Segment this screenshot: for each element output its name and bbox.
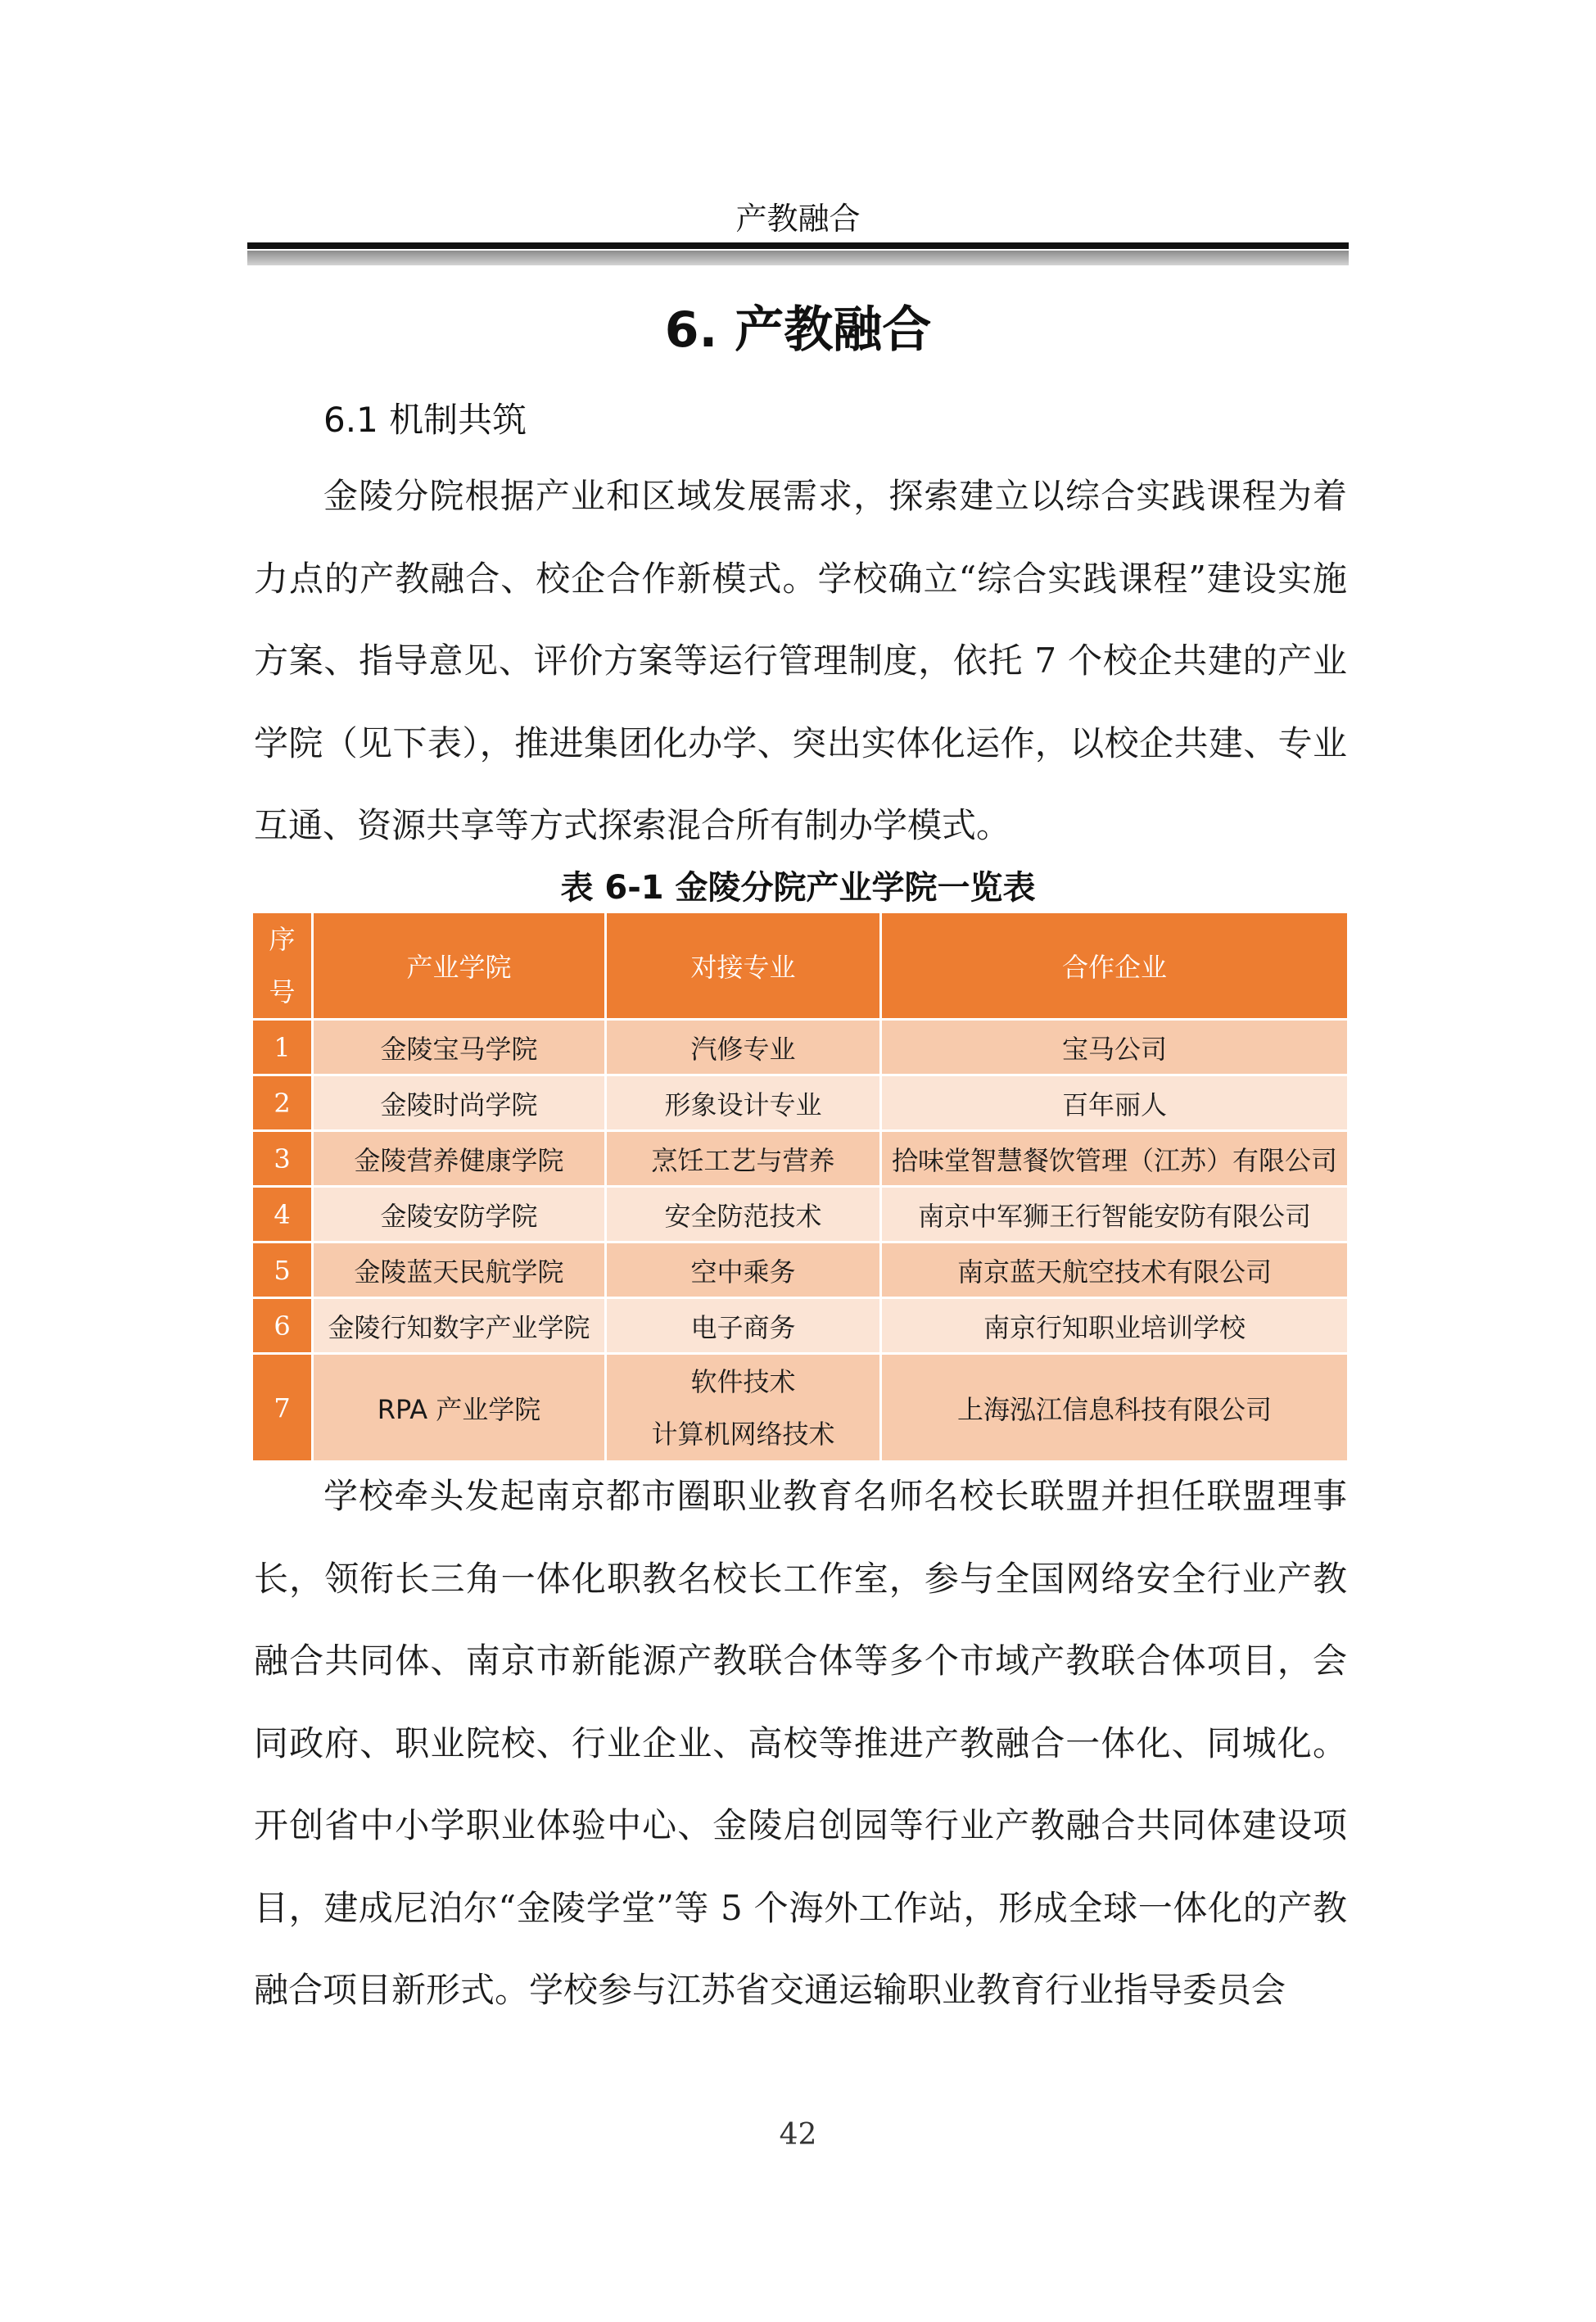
row-partner: 南京蓝天航空技术有限公司 [881, 1242, 1349, 1298]
running-header: 产教融合 [735, 201, 861, 237]
row-num: 6 [252, 1298, 313, 1354]
table-row [252, 1242, 1349, 1298]
row-college: 金陵安防学院 [313, 1187, 606, 1242]
row-major: 电子商务 [606, 1298, 881, 1354]
row-major [606, 1354, 881, 1462]
table-row [252, 1020, 1349, 1075]
row-major-line: 计算机网络技术 [651, 1418, 835, 1450]
row-college: RPA 产业学院 [313, 1354, 606, 1462]
header-num-bottom: 号 [269, 976, 296, 1007]
body-paragraph-1: 金陵分院根据产业和区域发展需求，探索建立以综合实践课程为着力点的产教融合、校企合作新模式。学校确立“综合实践课程”建设实施方案、指导意见、评价方案等运行管理制度，依托 7 个校企共建的产业学院（见下表），推进集团化办学、突出实体化运作，以校企共建、专业互通、资源共享等方式探索混合所有制办学模式。 [254, 476, 1347, 845]
header-major: 对接专业 [606, 912, 881, 1020]
table-row [252, 1131, 1349, 1187]
row-college: 金陵宝马学院 [313, 1020, 606, 1075]
header-rule-shadow [247, 251, 1349, 265]
table-row [252, 1354, 1349, 1462]
chapter-title: 6. 产教融合 [664, 301, 932, 359]
row-major: 汽修专业 [606, 1020, 881, 1075]
header-rule [247, 242, 1349, 249]
row-college: 金陵蓝天民航学院 [313, 1242, 606, 1298]
row-num: 4 [252, 1187, 313, 1242]
header-partner: 合作企业 [881, 912, 1349, 1020]
row-major: 烹饪工艺与营养 [606, 1131, 881, 1187]
row-major-line: 软件技术 [690, 1365, 796, 1397]
body-paragraph-2: 学校牵头发起南京都市圈职业教育名师名校长联盟并担任联盟理事长，领衔长三角一体化职教名校长工作室，参与全国网络安全行业产教融合共同体、南京市新能源产教联合体等多个市域产教联合体项目，会同政府、职业院校、行业企业、高校等推进产教融合一体化、同城化。开创省中小学职业体验中心、金陵启创园等行业产教融合共同体建设项目，建成尼泊尔“金陵学堂”等 5 个海外工作站，形成全球一体化的产教融合项目新形式。学校参与江苏省交通运输职业教育行业指导委员会 [254, 1476, 1347, 2010]
header-college: 产业学院 [313, 912, 606, 1020]
row-partner: 上海泓江信息科技有限公司 [881, 1354, 1349, 1462]
table-row [252, 1187, 1349, 1242]
row-partner: 百年丽人 [881, 1075, 1349, 1131]
row-major: 安全防范技术 [606, 1187, 881, 1242]
header-num [252, 912, 313, 1020]
row-college: 金陵时尚学院 [313, 1075, 606, 1131]
row-partner: 南京中军狮王行智能安防有限公司 [881, 1187, 1349, 1242]
row-num: 3 [252, 1131, 313, 1187]
table-header-row [252, 912, 1349, 1020]
table-row [252, 1075, 1349, 1131]
row-major: 空中乘务 [606, 1242, 881, 1298]
row-college: 金陵营养健康学院 [313, 1131, 606, 1187]
header-num-top: 序 [269, 924, 296, 955]
row-num: 2 [252, 1075, 313, 1131]
row-partner: 拾味堂智慧餐饮管理（江苏）有限公司 [881, 1131, 1349, 1187]
page-number: 42 [779, 2118, 817, 2152]
table-row [252, 1298, 1349, 1354]
industry-college-table [251, 911, 1350, 1463]
row-num: 1 [252, 1020, 313, 1075]
row-major: 形象设计专业 [606, 1075, 881, 1131]
row-partner: 宝马公司 [881, 1020, 1349, 1075]
section-heading: 6.1 机制共筑 [323, 400, 527, 440]
row-num: 7 [252, 1354, 313, 1462]
row-num: 5 [252, 1242, 313, 1298]
row-partner: 南京行知职业培训学校 [881, 1298, 1349, 1354]
table-caption: 表 6-1 金陵分院产业学院一览表 [560, 869, 1036, 907]
row-college: 金陵行知数字产业学院 [313, 1298, 606, 1354]
